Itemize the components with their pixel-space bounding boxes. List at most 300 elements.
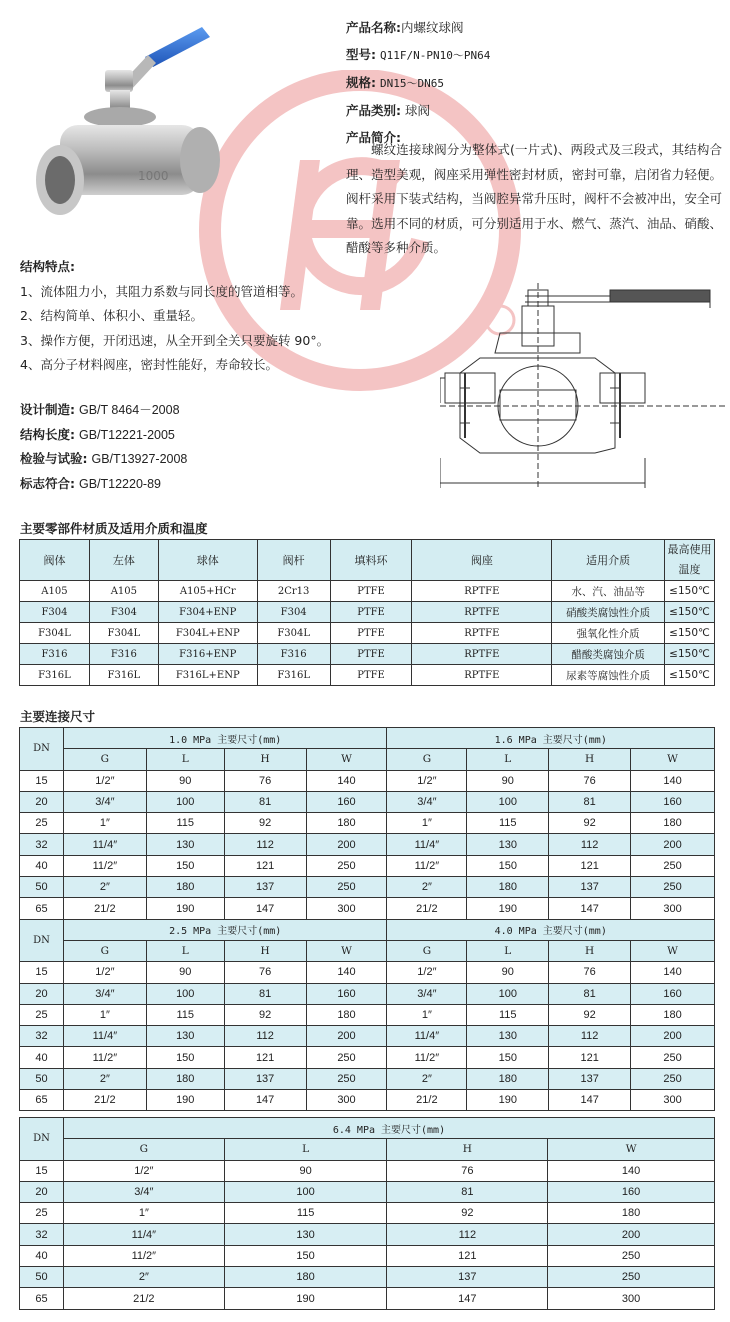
table-row: [20, 623, 715, 644]
standard-row: [20, 423, 187, 448]
column-header-row: [20, 1139, 715, 1160]
table-cell: 11/4″: [387, 834, 467, 855]
table-cell: 115: [467, 813, 549, 834]
table-cell: 21/2: [63, 1090, 146, 1111]
table-cell: 76: [224, 770, 306, 791]
table-cell: 190: [467, 1090, 549, 1111]
table-cell: 11/2″: [387, 1047, 467, 1068]
table-cell: 2″: [387, 877, 467, 898]
valve-section-drawing: [440, 278, 725, 493]
table-cell: 32: [20, 834, 64, 855]
table-cell: A105+HCr: [158, 581, 257, 602]
standard-value: GB/T13927-2008: [91, 452, 188, 466]
table-cell: 50: [20, 1267, 64, 1288]
table-cell: 90: [146, 962, 224, 983]
standard-value: GB/T12220-89: [78, 476, 161, 491]
table-cell: F316L: [257, 665, 330, 686]
table-row: [20, 877, 715, 898]
table-cell: 65: [20, 1288, 64, 1309]
product-category-label: 产品类别:: [346, 103, 401, 118]
table-cell: 100: [224, 1181, 387, 1202]
table-cell: F304: [257, 602, 330, 623]
table-row: [20, 1267, 715, 1288]
column-header-row: [20, 940, 715, 961]
group-header-row: [20, 1118, 715, 1139]
table-header-row: [20, 540, 715, 581]
table-cell: 121: [549, 1047, 631, 1068]
table-cell: PTFE: [330, 602, 412, 623]
table-cell: 130: [224, 1224, 387, 1245]
table-cell: 90: [224, 1160, 387, 1181]
feature-item: 4、高分子材料阀座，密封性能好，寿命较长。: [20, 357, 278, 372]
table-cell: 300: [306, 1090, 387, 1111]
table-cell: PTFE: [330, 644, 412, 665]
table-cell: 140: [631, 770, 715, 791]
table-cell: 190: [146, 1090, 224, 1111]
table-cell: 15: [20, 770, 64, 791]
table-cell: 15: [20, 962, 64, 983]
table-cell: 32: [20, 1224, 64, 1245]
dn-header: DN: [20, 728, 64, 771]
table-cell: 250: [631, 877, 715, 898]
table-cell: 150: [146, 1047, 224, 1068]
table-cell: 140: [631, 962, 715, 983]
col-header: H: [387, 1139, 548, 1160]
table-cell: F316: [89, 644, 158, 665]
product-model: Q11F/N-PN10～PN64: [379, 49, 491, 62]
table-cell: 250: [631, 855, 715, 876]
table-cell: 190: [146, 898, 224, 919]
table-row: [20, 602, 715, 623]
table-cell: ≤150℃: [664, 623, 714, 644]
product-intro: 螺纹连接球阀分为整体式(一片式)、两段式及三段式，其结构合理、造型美观，阀座采用弹性密封材质，密封可靠，启闭省力轻便。阀杆采用下装式结构，当阀腔异常升压时，阀杆不会被冲出，安全可靠。选用不同的材质，可分别适用于水、燃气、蒸汽、油品、硝酸、醋酸等多种介质。: [346, 142, 722, 255]
dimensions-title: 主要连接尺寸: [20, 709, 96, 724]
table-cell: 121: [224, 1047, 306, 1068]
product-model-label: 型号:: [346, 47, 376, 62]
table-cell: 300: [631, 1090, 715, 1111]
table-row: [20, 813, 715, 834]
table-cell: 92: [224, 813, 306, 834]
standard-value: GB/T12221-2005: [78, 427, 175, 442]
table-cell: 25: [20, 813, 64, 834]
table-cell: 76: [387, 1160, 548, 1181]
table-cell: 250: [631, 1047, 715, 1068]
table-cell: 137: [387, 1267, 548, 1288]
table-row: [20, 1026, 715, 1047]
table-row: [20, 1047, 715, 1068]
feature-item: 3、操作方便，开闭迅速，从全开到全关只要旋转 90°。: [20, 332, 330, 348]
group-header: 1.0 MPa 主要尺寸(mm): [63, 728, 387, 749]
table-cell: 112: [224, 834, 306, 855]
table-cell: 180: [146, 1068, 224, 1089]
table-cell: F316: [20, 644, 90, 665]
table-cell: 100: [467, 791, 549, 812]
table-cell: 11/4″: [63, 1026, 146, 1047]
product-model-row: [346, 41, 726, 69]
table-cell: 100: [467, 983, 549, 1004]
table-row: [20, 1068, 715, 1089]
table-cell: 147: [387, 1288, 548, 1309]
table-cell: ≤150℃: [664, 602, 714, 623]
group-header-row: [20, 919, 715, 940]
table-cell: 137: [224, 877, 306, 898]
col-header: L: [467, 749, 549, 770]
product-info: [346, 14, 726, 151]
table-cell: F304+ENP: [158, 602, 257, 623]
table-cell: PTFE: [330, 581, 412, 602]
table-cell: PTFE: [330, 623, 412, 644]
table-cell: 200: [631, 834, 715, 855]
table-cell: 112: [549, 834, 631, 855]
table-row: [20, 1288, 715, 1309]
table-cell: 137: [549, 1068, 631, 1089]
table-cell: 180: [224, 1267, 387, 1288]
table-cell: 50: [20, 1068, 64, 1089]
svg-text:1000: 1000: [138, 169, 169, 183]
table-row: [20, 898, 715, 919]
table-row: [20, 1224, 715, 1245]
header-cell: 阀体: [20, 540, 90, 581]
col-header: L: [224, 1139, 387, 1160]
table-cell: 11/2″: [63, 855, 146, 876]
table-cell: 300: [631, 898, 715, 919]
feature-item: 1、流体阻力小，其阻力系数与同长度的管道相等。: [20, 283, 303, 299]
table-cell: RPTFE: [412, 602, 552, 623]
table-row: [20, 770, 715, 791]
header-cell: 填料环: [330, 540, 412, 581]
table-cell: 180: [306, 1004, 387, 1025]
table-cell: 180: [548, 1203, 715, 1224]
table-cell: 147: [549, 1090, 631, 1111]
table-row: [20, 983, 715, 1004]
table-cell: F304: [89, 602, 158, 623]
table-cell: 130: [146, 834, 224, 855]
table-cell: RPTFE: [412, 644, 552, 665]
table-cell: F316L: [89, 665, 158, 686]
table-cell: 3/4″: [387, 983, 467, 1004]
standard-row: [20, 447, 187, 472]
standard-row: [20, 472, 187, 497]
table-cell: 150: [467, 855, 549, 876]
table-cell: 130: [467, 834, 549, 855]
table-cell: 200: [631, 1026, 715, 1047]
table-cell: 137: [224, 1068, 306, 1089]
table-cell: 160: [631, 983, 715, 1004]
header-cell: 阀座: [412, 540, 552, 581]
table-cell: 250: [306, 855, 387, 876]
table-cell: 25: [20, 1004, 64, 1025]
table-row: [20, 1181, 715, 1202]
table-cell: 121: [549, 855, 631, 876]
table-cell: 76: [549, 770, 631, 791]
table-cell: PTFE: [330, 665, 412, 686]
table-cell: 81: [387, 1181, 548, 1202]
table-cell: 160: [631, 791, 715, 812]
group-header: 2.5 MPa 主要尺寸(mm): [63, 919, 387, 940]
table-cell: A105: [20, 581, 90, 602]
col-header: L: [146, 940, 224, 961]
table-cell: 130: [467, 1026, 549, 1047]
product-spec-row: [346, 69, 726, 97]
table-cell: 147: [224, 898, 306, 919]
table-cell: 150: [467, 1047, 549, 1068]
table-row: [20, 1245, 715, 1266]
header-cell: 阀杆: [257, 540, 330, 581]
table-cell: 160: [306, 983, 387, 1004]
col-header: H: [224, 940, 306, 961]
table-cell: F316L: [20, 665, 90, 686]
table-cell: 112: [387, 1224, 548, 1245]
table-cell: 3/4″: [63, 1181, 224, 1202]
table-cell: 76: [549, 962, 631, 983]
materials-title: 主要零部件材质及适用介质和温度: [20, 521, 208, 536]
header-cell: 左体: [89, 540, 158, 581]
dn-header: DN: [20, 1118, 64, 1161]
table-cell: 112: [224, 1026, 306, 1047]
product-name-row: [346, 14, 726, 41]
col-header: H: [549, 940, 631, 961]
table-row: [20, 834, 715, 855]
header-cell: 球体: [158, 540, 257, 581]
col-header: W: [631, 749, 715, 770]
col-header: W: [548, 1139, 715, 1160]
table-cell: 65: [20, 1090, 64, 1111]
table-cell: 200: [548, 1224, 715, 1245]
ball-valve-photo: [20, 15, 220, 230]
table-cell: ≤150℃: [664, 644, 714, 665]
table-cell: 2″: [63, 1068, 146, 1089]
table-cell: 1″: [63, 1203, 224, 1224]
table-cell: 21/2: [387, 898, 467, 919]
standards-section: [20, 398, 187, 496]
table-cell: F316+ENP: [158, 644, 257, 665]
table-cell: 92: [224, 1004, 306, 1025]
table-cell: 76: [224, 962, 306, 983]
table-cell: 1″: [387, 1004, 467, 1025]
table-cell: 180: [306, 813, 387, 834]
table-cell: 11/2″: [387, 855, 467, 876]
table-cell: 1/2″: [387, 962, 467, 983]
table-cell: 2Cr13: [257, 581, 330, 602]
table-cell: 醋酸类腐蚀介质: [552, 644, 665, 665]
col-header: H: [224, 749, 306, 770]
table-cell: 121: [224, 855, 306, 876]
standard-label: 设计制造:: [20, 402, 75, 417]
table-cell: 115: [146, 813, 224, 834]
table-cell: 121: [387, 1245, 548, 1266]
col-header: W: [631, 940, 715, 961]
table-cell: 150: [146, 855, 224, 876]
table-cell: 92: [549, 1004, 631, 1025]
table-cell: F304: [20, 602, 90, 623]
col-header: G: [63, 749, 146, 770]
table-row: [20, 1203, 715, 1224]
product-intro-label: 产品简介:: [346, 130, 401, 145]
column-header-row: [20, 749, 715, 770]
standard-label: 标志符合:: [20, 475, 75, 491]
col-header: G: [387, 940, 467, 961]
feature-item: 2、结构简单、体积小、重量轻。: [20, 308, 203, 323]
table-row: [20, 1160, 715, 1181]
table-cell: 11/2″: [63, 1047, 146, 1068]
col-header: G: [387, 749, 467, 770]
table-cell: 3/4″: [63, 791, 146, 812]
col-header: H: [549, 749, 631, 770]
table-cell: F304L: [89, 623, 158, 644]
dimensions-table-1: [19, 727, 715, 1111]
table-cell: 1″: [63, 813, 146, 834]
table-cell: 81: [224, 983, 306, 1004]
table-cell: 100: [146, 983, 224, 1004]
table-cell: 2″: [63, 877, 146, 898]
standard-row: [20, 398, 187, 423]
table-cell: 21/2: [63, 898, 146, 919]
table-cell: 81: [549, 791, 631, 812]
features-section: [20, 255, 440, 378]
table-cell: 200: [306, 834, 387, 855]
table-cell: 20: [20, 1181, 64, 1202]
table-cell: ≤150℃: [664, 581, 714, 602]
table-cell: 1/2″: [387, 770, 467, 791]
product-spec-label: 规格:: [346, 75, 376, 90]
table-cell: 11/4″: [63, 1224, 224, 1245]
table-cell: 250: [548, 1245, 715, 1266]
table-row: [20, 644, 715, 665]
table-cell: 硝酸类腐蚀性介质: [552, 602, 665, 623]
materials-table: [19, 539, 715, 686]
table-cell: 3/4″: [387, 791, 467, 812]
table-cell: 水、汽、油品等: [552, 581, 665, 602]
table-cell: 300: [548, 1288, 715, 1309]
group-header-row: [20, 728, 715, 749]
product-spec: DN15～DN65: [379, 77, 444, 90]
table-cell: 11/4″: [63, 834, 146, 855]
table-cell: F304L: [257, 623, 330, 644]
header-cell: 最高使用温度: [664, 540, 714, 581]
table-cell: 115: [146, 1004, 224, 1025]
table-cell: 250: [548, 1267, 715, 1288]
table-cell: 250: [306, 1047, 387, 1068]
table-cell: 90: [467, 770, 549, 791]
table-cell: 3/4″: [63, 983, 146, 1004]
table-row: [20, 665, 715, 686]
table-cell: 180: [631, 813, 715, 834]
group-header: 1.6 MPa 主要尺寸(mm): [387, 728, 715, 749]
table-cell: 1″: [387, 813, 467, 834]
table-cell: 180: [467, 877, 549, 898]
table-cell: 1″: [63, 1004, 146, 1025]
table-cell: 180: [146, 877, 224, 898]
table-row: [20, 855, 715, 876]
dn-header: DN: [20, 919, 64, 962]
table-cell: 160: [548, 1181, 715, 1202]
table-cell: 11/4″: [387, 1026, 467, 1047]
table-cell: 250: [306, 877, 387, 898]
table-cell: 300: [306, 898, 387, 919]
group-header: 6.4 MPa 主要尺寸(mm): [63, 1118, 714, 1139]
table-cell: 20: [20, 791, 64, 812]
table-cell: RPTFE: [412, 581, 552, 602]
table-cell: 160: [306, 791, 387, 812]
standard-label: 结构长度:: [20, 426, 75, 442]
table-cell: 40: [20, 1245, 64, 1266]
table-cell: 11/2″: [63, 1245, 224, 1266]
table-cell: A105: [89, 581, 158, 602]
col-header: G: [63, 1139, 224, 1160]
standard-label: 检验与试验:: [20, 451, 88, 466]
table-cell: F316L+ENP: [158, 665, 257, 686]
table-cell: 25: [20, 1203, 64, 1224]
table-cell: 115: [467, 1004, 549, 1025]
group-header: 4.0 MPa 主要尺寸(mm): [387, 919, 715, 940]
table-cell: RPTFE: [412, 623, 552, 644]
col-header: G: [63, 940, 146, 961]
table-cell: RPTFE: [412, 665, 552, 686]
standard-value: GB/T 8464－2008: [78, 403, 180, 417]
header-cell: 适用介质: [552, 540, 665, 581]
table-cell: 81: [224, 791, 306, 812]
features-title: 结构特点:: [20, 259, 75, 274]
table-cell: 50: [20, 877, 64, 898]
table-cell: 90: [467, 962, 549, 983]
table-cell: 147: [549, 898, 631, 919]
table-cell: 15: [20, 1160, 64, 1181]
table-cell: 190: [467, 898, 549, 919]
table-row: [20, 581, 715, 602]
table-cell: 115: [224, 1203, 387, 1224]
product-category-row: [346, 97, 726, 124]
col-header: W: [306, 749, 387, 770]
col-header: L: [146, 749, 224, 770]
table-cell: 20: [20, 983, 64, 1004]
table-cell: 强氧化性介质: [552, 623, 665, 644]
table-cell: 2″: [387, 1068, 467, 1089]
table-cell: 尿素等腐蚀性介质: [552, 665, 665, 686]
table-cell: 130: [146, 1026, 224, 1047]
table-cell: 137: [549, 877, 631, 898]
table-cell: 140: [548, 1160, 715, 1181]
table-row: [20, 962, 715, 983]
product-name: 内螺纹球阀: [401, 20, 464, 35]
table-cell: 1/2″: [63, 770, 146, 791]
table-cell: 100: [146, 791, 224, 812]
product-name-label: 产品名称:: [346, 20, 401, 35]
table-cell: 90: [146, 770, 224, 791]
table-row: [20, 1090, 715, 1111]
dimensions-table-2: [19, 1117, 715, 1310]
table-cell: 1/2″: [63, 962, 146, 983]
table-cell: F316: [257, 644, 330, 665]
table-cell: 92: [549, 813, 631, 834]
col-header: W: [306, 940, 387, 961]
table-cell: 147: [224, 1090, 306, 1111]
table-row: [20, 1004, 715, 1025]
col-header: L: [467, 940, 549, 961]
table-cell: 140: [306, 962, 387, 983]
table-cell: 40: [20, 855, 64, 876]
table-cell: F304L+ENP: [158, 623, 257, 644]
table-cell: 40: [20, 1047, 64, 1068]
table-cell: 92: [387, 1203, 548, 1224]
table-cell: 32: [20, 1026, 64, 1047]
table-cell: 1/2″: [63, 1160, 224, 1181]
table-cell: 65: [20, 898, 64, 919]
table-cell: 2″: [63, 1267, 224, 1288]
product-category: 球阀: [404, 103, 430, 118]
table-cell: 250: [631, 1068, 715, 1089]
table-cell: ≤150℃: [664, 665, 714, 686]
table-row: [20, 791, 715, 812]
